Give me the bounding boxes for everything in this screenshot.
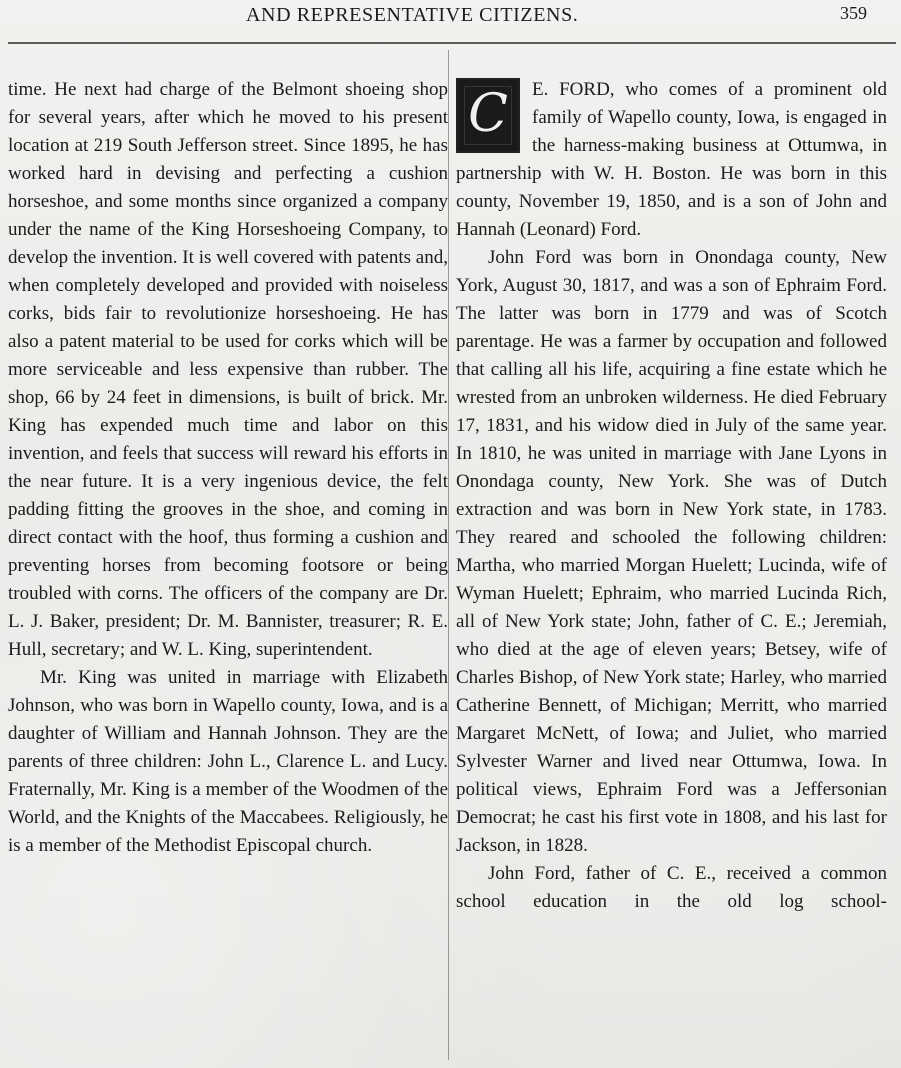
decorative-initial-icon — [456, 78, 520, 153]
right-paragraph-3: John Ford, father of C. E., received a common school education in the old log school- — [456, 863, 887, 912]
right-paragraph-2: John Ford was born in Onondaga county, New York, August 30, 1817, and was a son of Ephraim Ford. The latter was born in 1779 and was of Scotch parentage. He was a farmer by occupation and followed that calling all his life, acquiring a fine estate which he wrested from an unbroken wilderness. He died February 17, 1831, and his widow died in July of the same year. In 1810, he was united in marriage with Jane Lyons in Onondaga county, New York. She was of Dutch extraction and was born in New York state, in 1783. They reared and schooled the following children: Martha, who married Morgan Huelett; Lucinda, wife of Wyman Huelett; Ephraim, who married Lucinda Rich, all of New York state; John, father of C. E.; Jeremiah, who died at the age of eleven years; Betsey, wife of Charles Bishop, of New York state; Harley, who married Catherine Bennett, of Michigan; Merritt, who married Margaret McNett, of Iowa; and Juliet, who married Sylvester Warner and lived near Ottumwa, Iowa. In political views, Ephraim Ford was a Jeffersonian Democrat; he cast his first vote in 1808, and his last for Jackson, in 1828. — [456, 247, 887, 856]
running-head: AND REPRESENTATIVE CITIZENS. — [246, 4, 579, 26]
dropcap-letter: C — [468, 84, 508, 144]
page-number: 359 — [840, 3, 867, 23]
header-rule — [8, 42, 896, 44]
left-paragraph-2: Mr. King was united in marriage with Elizabeth Johnson, who was born in Wapello county, Iowa, and is a daughter of William and Hannah Johnson. They are the parents of three children: John L., Clarence L. and Lucy. Fraternally, Mr. King is a member of the Woodmen of the World, and the Knights of the Maccabees. Religiously, he is a member of the Methodist Episcopal church. — [8, 667, 448, 856]
page-header — [0, 0, 901, 46]
left-column — [8, 76, 448, 860]
right-column — [456, 76, 887, 916]
left-paragraph-1: time. He next had charge of the Belmont shoeing shop for several years, after which he moved to his present location at 219 South Jefferson street. Since 1895, he has worked hard in devising and perfecting a cushion horseshoe, and some months since organized a company under the name of the King Horseshoeing Company, to develop the invention. It is well covered with patents and, when completely developed and provided with noiseless corks, bids fair to revolutionize horseshoeing. He has also a patent material to be used for corks which will be more serviceable and less expensive than rubber. The shop, 66 by 24 feet in dimensions, is built of brick. Mr. King has expended much time and labor on this invention, and feels that success will reward his efforts in the near future. It is a very ingenious device, the felt padding fitting the grooves in the shoe, and coming in direct contact with the hoof, thus forming a cushion and preventing horses from becoming footsore or being troubled with corns. The officers of the company are Dr. L. J. Baker, president; Dr. M. Bannister, treasurer; R. E. Hull, secretary; and W. L. King, superintendent. — [8, 79, 448, 660]
column-divider — [448, 50, 449, 1060]
right-paragraph-1: E. FORD, who comes of a prominent old family of Wapello county, Iowa, is engaged in the harness-making business at Ottumwa, in partnership with W. H. Boston. He was born in this county, November 19, 1850, and is a son of John and Hannah (Leonard) Ford. — [456, 79, 887, 240]
